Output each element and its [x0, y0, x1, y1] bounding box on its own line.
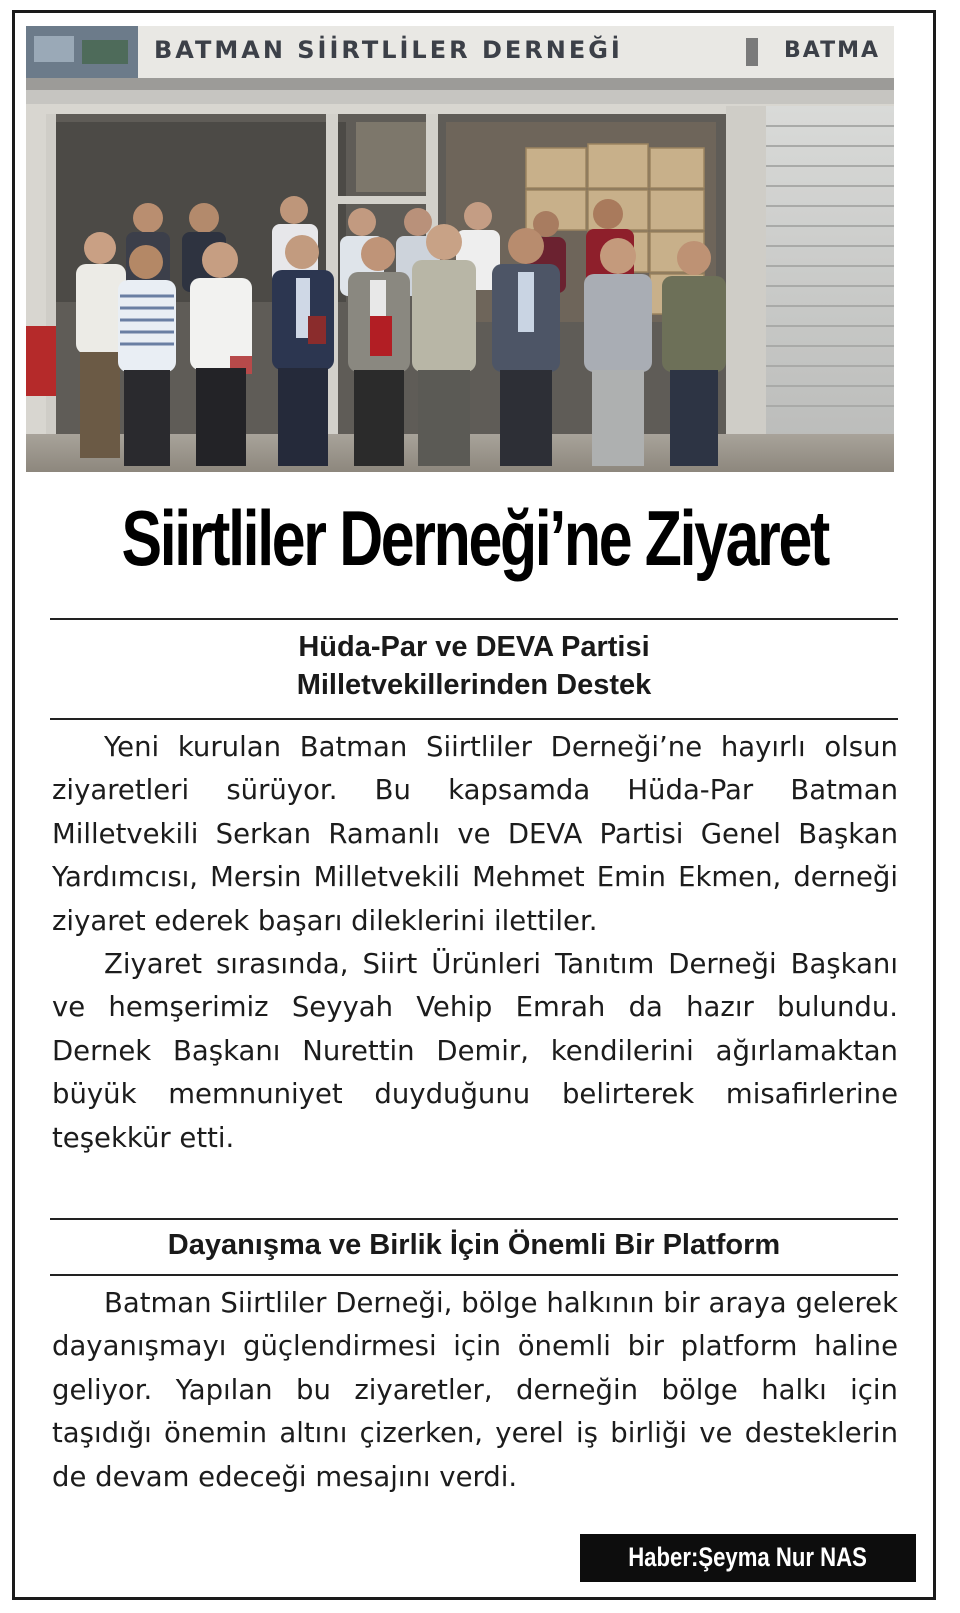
paragraph: Ziyaret sırasında, Siirt Ürünleri Tanıtım Derneği Başkanı ve hemşerimiz Seyyah Vehip Emrah da hazır bulundu. Dernek Başkanı Nurettin Demir, kendilerini ağırlamaktan büyük memnuniyet duyduğunu belirterek misafirlerine teşekkür etti. [52, 948, 898, 1154]
paragraph: Yeni kurulan Batman Siirtliler Derneği’ne hayırlı olsun ziyaretleri sürüyor. Bu kapsamda Hüda-Par Batman Milletvekili Serkan Ramanlı ve DEVA Partisi Genel Başkan Yardımcısı, Mersin Milletvekili Mehmet Emin Ekmen, derneği ziyaret ederek başarı dileklerini ilettiler. [52, 731, 898, 937]
group-photo-illustration [26, 26, 894, 472]
section-1-body [52, 726, 898, 1160]
byline-text: Haber:Şeyma Nur NAS [628, 1542, 868, 1572]
subheading-1-line2: Milletvekillerinden Destek [296, 669, 652, 701]
byline [580, 1534, 916, 1582]
subheading-1 [50, 628, 898, 704]
section-2-body [52, 1282, 898, 1499]
headline: Siirtliler Derneği’ne Ziyaret [121, 494, 828, 582]
divider-rule [50, 1218, 898, 1220]
article-photo [26, 26, 894, 472]
divider-rule [50, 1274, 898, 1276]
divider-rule [50, 618, 898, 620]
divider-rule [50, 718, 898, 720]
sign-text-continued: BATMA [784, 38, 881, 63]
sign-text: BATMAN SİİRTLİLER DERNEĞİ [154, 36, 623, 64]
subheading-2: Dayanışma ve Birlik İçin Önemli Bir Platform [167, 1229, 781, 1261]
subheading-1-line1: Hüda-Par ve DEVA Partisi [298, 631, 650, 663]
paragraph: Batman Siirtliler Derneği, bölge halkının bir araya gelerek dayanışmayı güçlendirmesi için önemli bir platform haline geliyor. Yapılan bu ziyaretler, derneğin bölge halkı için taşıdığı önemin altını çizerken, yerel iş birliği ve desteklerin de devam edeceği mesajını verdi. [52, 1287, 898, 1493]
